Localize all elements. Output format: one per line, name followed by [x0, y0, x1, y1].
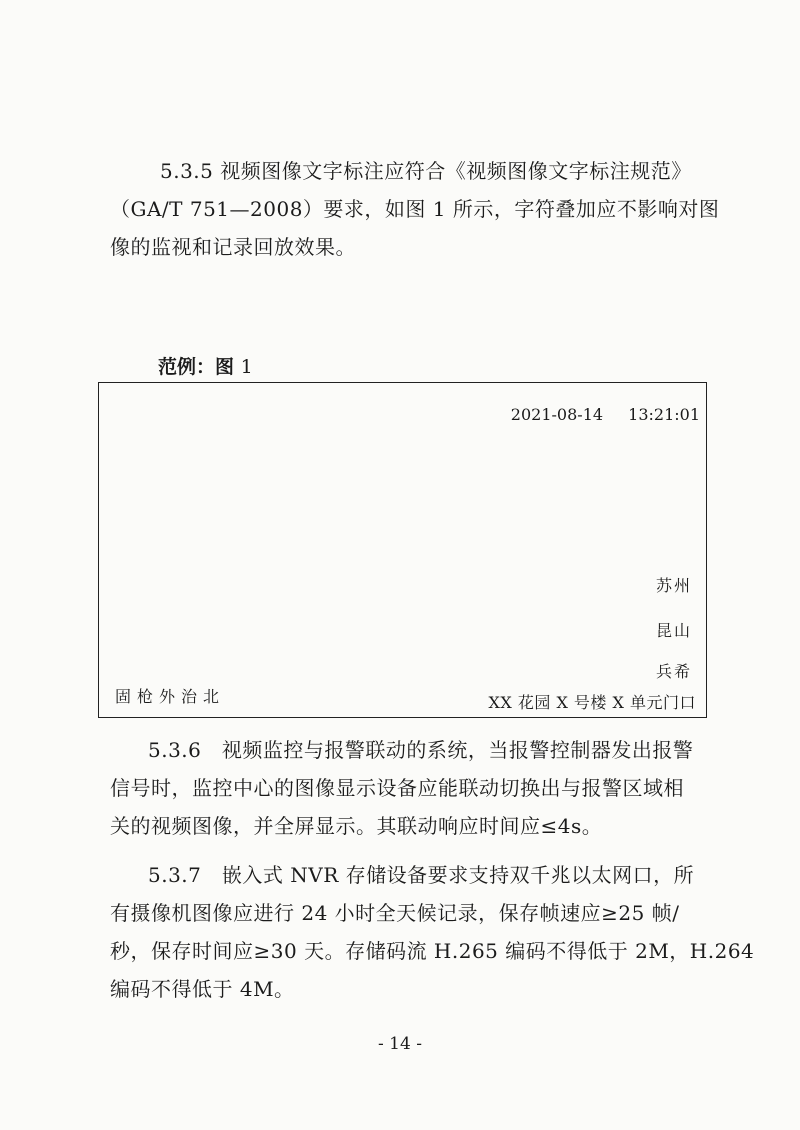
page-number: - 14 -	[378, 1034, 422, 1054]
figure-caption	[158, 352, 253, 379]
osd-place-line: 昆山	[655, 621, 692, 640]
osd-location: XX 花园 X 号楼 X 单元门口	[488, 693, 696, 712]
paragraph-line: 有摄像机图像应进行 24 小时全天候记录，保存帧速应≥25 帧/	[110, 901, 680, 925]
osd-place-line: 兵希	[655, 662, 692, 681]
osd-datetime	[511, 405, 700, 424]
paragraph-5-3-7	[110, 856, 755, 1008]
paragraph-line: 5.3.7 嵌入式 NVR 存储设备要求支持双千兆以太网口，所	[148, 863, 695, 887]
figure-caption-number: 1	[240, 356, 253, 378]
figure-video-frame	[98, 382, 707, 718]
osd-place-line: 苏州	[655, 576, 692, 595]
osd-date: 2021-08-14	[510, 405, 604, 424]
paragraph-line: 5.3.6 视频监控与报警联动的系统，当报警控制器发出报警	[148, 738, 694, 762]
paragraph-line: （GA/T 751—2008）要求，如图 1 所示，字符叠加应不影响对图	[110, 197, 720, 221]
paragraph-line: 关的视频图像，并全屏显示。其联动响应时间应≤4s。	[110, 814, 603, 838]
paragraph-line: 秒，保存时间应≥30 天。存储码流 H.265 编码不得低于 2M，H.264	[110, 939, 755, 963]
figure-caption-label: 范例：图	[158, 356, 235, 378]
paragraph-line: 像的监视和记录回放效果。	[110, 235, 356, 259]
paragraph-line: 5.3.5 视频图像文字标注应符合《视频图像文字标注规范》	[160, 159, 692, 183]
paragraph-5-3-6	[110, 731, 710, 845]
osd-camera-name: 固枪外治北	[115, 687, 226, 706]
paragraph-line: 编码不得低于 4M。	[110, 977, 295, 1001]
paragraph-line: 信号时，监控中心的图像显示设备应能联动切换出与报警区域相	[110, 776, 684, 800]
paragraph-5-3-5	[110, 152, 720, 266]
osd-time: 13:21:01	[628, 405, 700, 424]
